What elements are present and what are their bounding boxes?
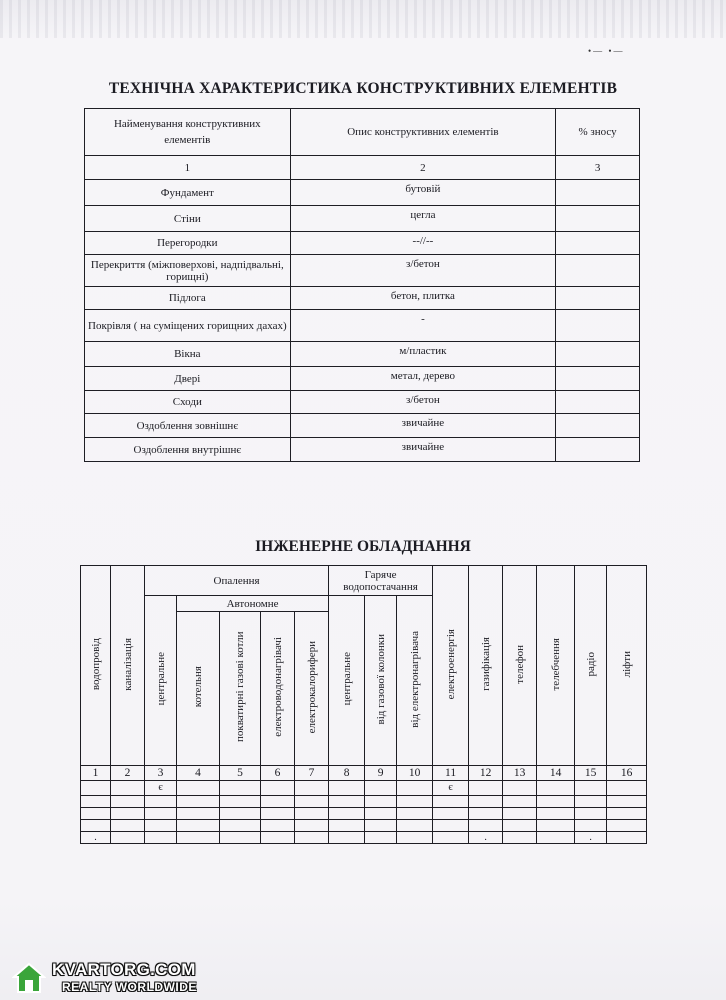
equipment-cell: [261, 796, 295, 808]
element-wear: [556, 391, 640, 414]
table-row: [85, 438, 640, 462]
group-autonomous: Автономне: [177, 596, 329, 612]
col-header: від газової колонки: [365, 596, 397, 766]
equipment-cell: [177, 796, 220, 808]
element-wear: [556, 206, 640, 232]
equipment-cell: [365, 808, 397, 820]
equipment-cell: [177, 820, 220, 832]
equipment-cell: [81, 796, 111, 808]
equipment-cell: [537, 796, 575, 808]
element-wear: [556, 255, 640, 287]
col-number: 6: [261, 766, 295, 781]
equipment-cell: є: [433, 781, 469, 796]
col-header-wear: % зносу: [556, 109, 640, 156]
element-wear: [556, 232, 640, 255]
col-number: 7: [295, 766, 329, 781]
table-row: [85, 414, 640, 438]
equipment-cell: .: [81, 832, 111, 844]
element-wear: [556, 367, 640, 391]
col-number: 13: [503, 766, 537, 781]
table-row: [81, 820, 647, 832]
equipment-cell: [220, 820, 261, 832]
element-wear: [556, 414, 640, 438]
equipment-cell: [111, 796, 145, 808]
watermark-line1: KVARTORG.COM: [52, 960, 196, 979]
equipment-cell: [81, 781, 111, 796]
equipment-cell: [177, 832, 220, 844]
group-header-row: [81, 566, 647, 596]
element-name: Вікна: [85, 342, 291, 367]
col-header: телефон: [503, 566, 537, 766]
equipment-cell: [145, 832, 177, 844]
group-heating: Опалення: [145, 566, 329, 596]
column-numbers-row: [85, 156, 640, 180]
equipment-cell: [145, 820, 177, 832]
equipment-cell: [295, 808, 329, 820]
table-row: [81, 796, 647, 808]
engineering-equipment-table: [80, 565, 647, 844]
equipment-cell: [111, 820, 145, 832]
col-header: електроводонагрівачі: [261, 612, 295, 766]
element-desc: з/бетон: [290, 255, 556, 287]
table-header-row: [85, 109, 640, 156]
equipment-cell: [469, 781, 503, 796]
table-row: [85, 310, 640, 342]
equipment-cell: [469, 808, 503, 820]
equipment-cell: [397, 820, 433, 832]
element-name: Оздоблення зовнішнє: [85, 414, 291, 438]
equipment-cell: [261, 832, 295, 844]
equipment-cell: [177, 808, 220, 820]
col-number: 10: [397, 766, 433, 781]
equipment-cell: [220, 832, 261, 844]
equipment-cell: [575, 781, 607, 796]
equipment-cell: [261, 808, 295, 820]
table-row: [81, 832, 647, 844]
equipment-cell: [220, 796, 261, 808]
element-desc: звичайне: [290, 414, 556, 438]
equipment-rows: [81, 781, 647, 844]
col-header: покватирні газові котли: [220, 612, 261, 766]
equipment-cell: [329, 808, 365, 820]
element-desc: --//--: [290, 232, 556, 255]
element-name: Сходи: [85, 391, 291, 414]
equipment-cell: [607, 808, 647, 820]
col-number: 15: [575, 766, 607, 781]
col-number: 4: [177, 766, 220, 781]
equipment-cell: [397, 781, 433, 796]
equipment-cell: [111, 808, 145, 820]
element-desc: метал, дерево: [290, 367, 556, 391]
col-number: 1: [85, 156, 291, 180]
element-desc: звичайне: [290, 438, 556, 462]
section2-title: ІНЖЕНЕРНЕ ОБЛАДНАННЯ: [255, 538, 471, 555]
equipment-cell: [365, 796, 397, 808]
equipment-cell: [469, 820, 503, 832]
equipment-cell: [111, 832, 145, 844]
col-header: котельня: [177, 612, 220, 766]
col-number: 2: [111, 766, 145, 781]
col-number: 3: [145, 766, 177, 781]
equipment-cell: [575, 820, 607, 832]
element-name: Перекриття (міжповерхові, надпідвальні, горищні): [85, 255, 291, 287]
kvartorg-watermark: [6, 960, 236, 998]
equipment-cell: [503, 820, 537, 832]
equipment-cell: [537, 820, 575, 832]
equipment-cell: [329, 820, 365, 832]
col-header: електроенергія: [433, 566, 469, 766]
col-number: 16: [607, 766, 647, 781]
element-desc: цегла: [290, 206, 556, 232]
table-row: [85, 367, 640, 391]
col-header: каналізація: [111, 566, 145, 766]
col-header-name: Найменування конструктивних елементів: [85, 109, 291, 156]
element-name: Покрівля ( на суміщених горищних дахах): [85, 310, 291, 342]
header-mark: •— •—: [588, 46, 625, 56]
equipment-cell: [261, 820, 295, 832]
equipment-cell: [329, 796, 365, 808]
equipment-cell: [295, 796, 329, 808]
equipment-cell: [575, 808, 607, 820]
col-header-desc: Опис конструктивних елементів: [290, 109, 556, 156]
equipment-cell: [397, 796, 433, 808]
equipment-cell: [329, 781, 365, 796]
element-desc: -: [290, 310, 556, 342]
equipment-cell: [575, 796, 607, 808]
table-row: [85, 391, 640, 414]
element-desc: з/бетон: [290, 391, 556, 414]
watermark-line2: REALTY WORLDWIDE: [62, 980, 197, 994]
equipment-cell: [329, 832, 365, 844]
table-row: [85, 206, 640, 232]
element-name: Фундамент: [85, 180, 291, 206]
col-header: газифікація: [469, 566, 503, 766]
element-desc: м/пластик: [290, 342, 556, 367]
equipment-cell: [220, 808, 261, 820]
equipment-cell: [607, 832, 647, 844]
col-number: 5: [220, 766, 261, 781]
construction-elements-table: [84, 108, 640, 462]
equipment-cell: [111, 781, 145, 796]
col-number: 11: [433, 766, 469, 781]
element-desc: бутовій: [290, 180, 556, 206]
col-number: 2: [290, 156, 556, 180]
equipment-cell: [503, 832, 537, 844]
equipment-cell: [220, 781, 261, 796]
equipment-cell: [365, 832, 397, 844]
col-header: водопровід: [81, 566, 111, 766]
element-desc: бетон, плитка: [290, 287, 556, 310]
table-row: [85, 255, 640, 287]
equipment-cell: [537, 832, 575, 844]
equipment-cell: [469, 796, 503, 808]
section1-title: ТЕХНІЧНА ХАРАКТЕРИСТИКА КОНСТРУКТИВНИХ ЕЛЕМЕНТІВ: [108, 80, 618, 97]
element-name: Перегородки: [85, 232, 291, 255]
equipment-cell: [145, 808, 177, 820]
equipment-cell: [261, 781, 295, 796]
element-name: Підлога: [85, 287, 291, 310]
equipment-cell: [81, 820, 111, 832]
equipment-cell: .: [575, 832, 607, 844]
table-row: [85, 287, 640, 310]
element-wear: [556, 438, 640, 462]
group-hot-water: Гаряче водопостачання: [329, 566, 433, 596]
equipment-cell: [295, 781, 329, 796]
element-wear: [556, 310, 640, 342]
element-wear: [556, 287, 640, 310]
element-wear: [556, 342, 640, 367]
equipment-cell: [365, 820, 397, 832]
col-number: 1: [81, 766, 111, 781]
table-row: [81, 781, 647, 796]
table-row: [81, 808, 647, 820]
element-name: Оздоблення внутрішнє: [85, 438, 291, 462]
col-header: центральне: [145, 596, 177, 766]
equipment-cell: [145, 796, 177, 808]
equipment-cell: [295, 832, 329, 844]
equipment-cell: [607, 796, 647, 808]
element-name: Двері: [85, 367, 291, 391]
equipment-cell: [607, 820, 647, 832]
table-row: [85, 232, 640, 255]
col-number: 8: [329, 766, 365, 781]
col-header: телебчення: [537, 566, 575, 766]
element-wear: [556, 180, 640, 206]
equipment-cell: [433, 808, 469, 820]
col-header: радіо: [575, 566, 607, 766]
col-number: 3: [556, 156, 640, 180]
equipment-cell: [503, 808, 537, 820]
equipment-cell: [433, 796, 469, 808]
column-numbers-row: [81, 766, 647, 781]
equipment-cell: [81, 808, 111, 820]
equipment-cell: [503, 781, 537, 796]
col-header: ліфти: [607, 566, 647, 766]
col-header: центральне: [329, 596, 365, 766]
scan-noise: [0, 0, 726, 38]
equipment-cell: [433, 820, 469, 832]
col-number: 9: [365, 766, 397, 781]
element-name: Стіни: [85, 206, 291, 232]
equipment-cell: [537, 808, 575, 820]
col-number: 14: [537, 766, 575, 781]
equipment-cell: [607, 781, 647, 796]
equipment-cell: [433, 832, 469, 844]
equipment-cell: .: [469, 832, 503, 844]
col-header: від електронагрівача: [397, 596, 433, 766]
equipment-cell: [295, 820, 329, 832]
col-number: 12: [469, 766, 503, 781]
equipment-cell: [397, 832, 433, 844]
equipment-cell: [537, 781, 575, 796]
table-row: [85, 180, 640, 206]
equipment-cell: [503, 796, 537, 808]
equipment-cell: [397, 808, 433, 820]
equipment-cell: є: [145, 781, 177, 796]
equipment-cell: [365, 781, 397, 796]
table-row: [85, 342, 640, 367]
house-logo-icon: [12, 962, 46, 994]
col-header: електрокалорифери: [295, 612, 329, 766]
equipment-cell: [177, 781, 220, 796]
